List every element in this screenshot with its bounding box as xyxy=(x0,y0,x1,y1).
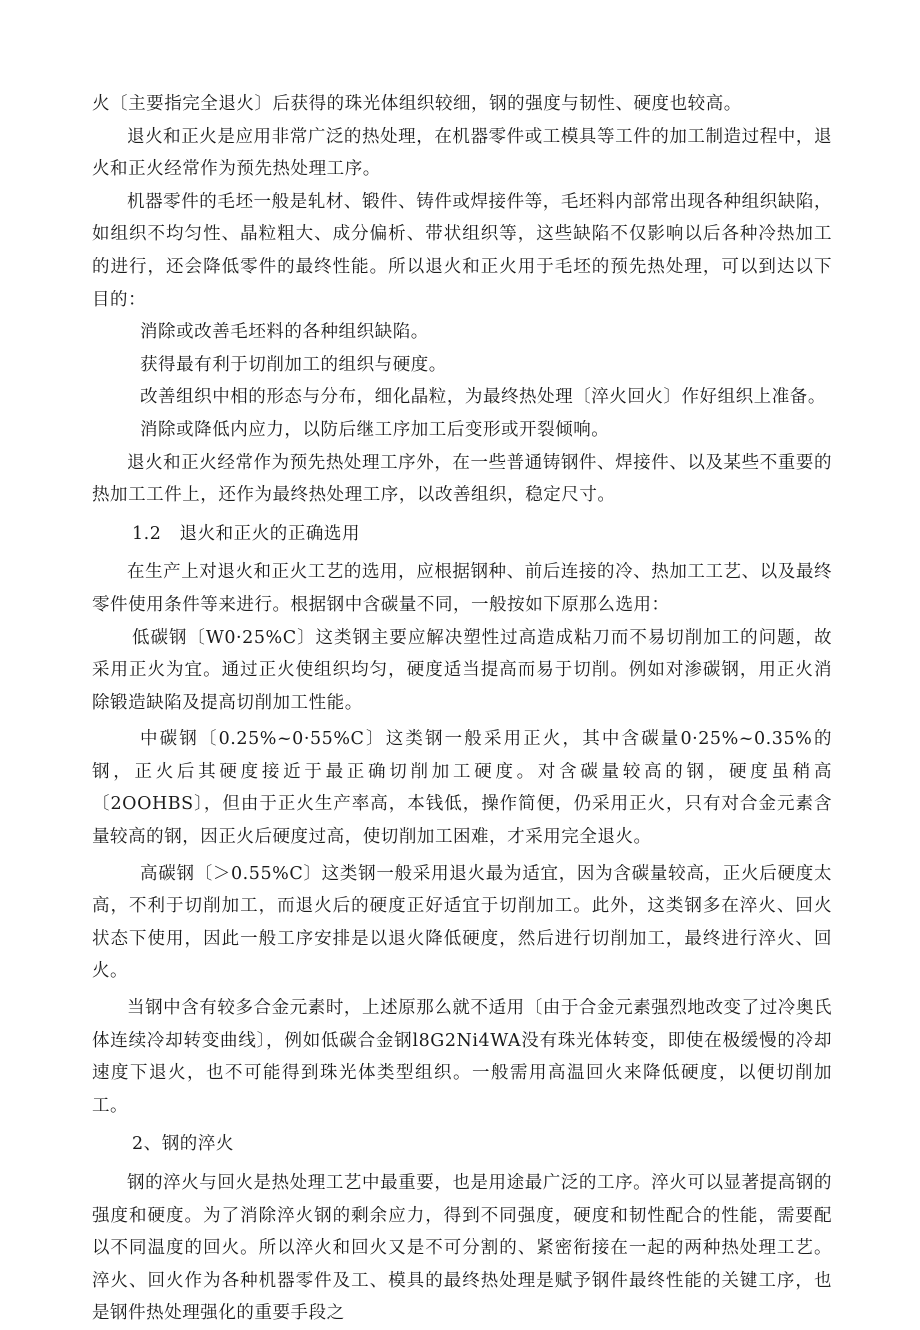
paragraph-quenching: 钢的淬火与回火是热处理工艺中最重要，也是用途最广泛的工序。淬火可以显著提高钢的强度和硬度。为了消除淬火钢的剩余应力，得到不同强度，硬度和韧性配合的性能，需要配以不同温度的回火。所以淬火和回火又是不可分割的、紧密衔接在一起的两种热处理工艺。淬火、回火作为各种机器零件及工、模具的最终热处理是赋予钢件最终性能的关键工序，也是钢件热处理强化的重要手段之 xyxy=(92,1173,832,1324)
document-page xyxy=(92,88,832,1330)
list-item: 消除或降低内应力，以防后继工序加工后变形或开裂倾响。 xyxy=(140,419,610,440)
paragraph-selection-intro: 在生产上对退火和正火工艺的选用，应根据钢种、前后连接的冷、热加工工艺、以及最终零件使用条件等来进行。根据钢中含碳量不同，一般按如下原那么选用： xyxy=(92,562,832,615)
paragraph-preliminary-treatment: 退火和正火是应用非常广泛的热处理，在机器零件或工模具等工件的加工制造过程中，退火和正火经常作为预先热处理工序。 xyxy=(92,126,832,180)
paragraph-final-treatment: 退火和正火经常作为预先热处理工序外，在一些普通铸钢件、焊接件、以及某些不重要的热加工工件上，还作为最终热处理工序，以改善组织，稳定尺寸。 xyxy=(92,452,832,506)
paragraph-alloy-steel: 当钢中含有较多合金元素时，上述原那么就不适用〔由于合金元素强烈地改变了过冷奥氏体连续冷却转变曲线〕，例如低碳合金钢l8G2Ni4WA没有珠光体转变，即使在极缓慢的冷却速度下退火，也不可能得到珠光体类型组织。一般需用高温回火来降低硬度，以便切削加工。 xyxy=(92,998,832,1116)
list-item: 消除或改善毛坯料的各种组织缺陷。 xyxy=(140,322,429,343)
list-item: 获得最有利于切削加工的组织与硬度。 xyxy=(140,354,447,375)
section-heading-1-2: 1.2 退火和正火的正确选用 xyxy=(132,523,361,544)
paragraph-annealing-continuation: 火〔主要指完全退火〕后获得的珠光体组织较细，钢的强度与韧性、硬度也较高。 xyxy=(92,94,742,114)
paragraph-low-carbon-steel: 低碳钢〔W0·25%C〕这类钢主要应解决塑性过高造成粘刀而不易切削加工的问题，故采用正火为宜。通过正火使组织均匀，硬度适当提高而易于切削。例如对渗碳钢，用正火消除锻造缺陷及提高切削加工性能。 xyxy=(92,627,832,713)
paragraph-high-carbon-steel: 高碳钢〔＞0.55%C〕这类钢一般采用退火最为适宜，因为含碳量较高，正火后硬度太高，不利于切削加工，而退火后的硬度正好适宜于切削加工。此外，这类钢多在淬火、回火状态下使用，因此一般工序安排是以退火降低硬度，然后进行切削加工，最终进行淬火、回火。 xyxy=(92,863,832,982)
paragraph-blank-defects: 机器零件的毛坯一般是轧材、锻件、铸件或焊接件等，毛坯料内部常出现各种组织缺陷，如组织不均匀性、晶粒粗大、成分偏析、带状组织等，这些缺陷不仅影响以后各种冷热加工的进行，还会降低零件的最终性能。所以退火和正火用于毛坯的预先热处理，可以到达以下目的： xyxy=(92,191,832,310)
section-heading-2: 2、钢的淬火 xyxy=(132,1134,234,1155)
list-item: 改善组织中相的形态与分布，细化晶粒，为最终热处理〔淬火回火〕作好组织上准备。 xyxy=(140,387,826,408)
paragraph-medium-carbon-steel: 中碳钢〔0.25%~0·55%C〕这类钢一般采用正火，其中含碳量0·25%~0.35%的钢，正火后其硬度接近于最正确切削加工硬度。对含碳量较高的钢，硬度虽稍高〔2OOHBS〕，但由于正火生产率高，本钱低，操作简便，仍采用正火，只有对合金元素含量较高的钢，因正火后硬度过高，使切削加工困难，才采用完全退火。 xyxy=(92,729,832,848)
